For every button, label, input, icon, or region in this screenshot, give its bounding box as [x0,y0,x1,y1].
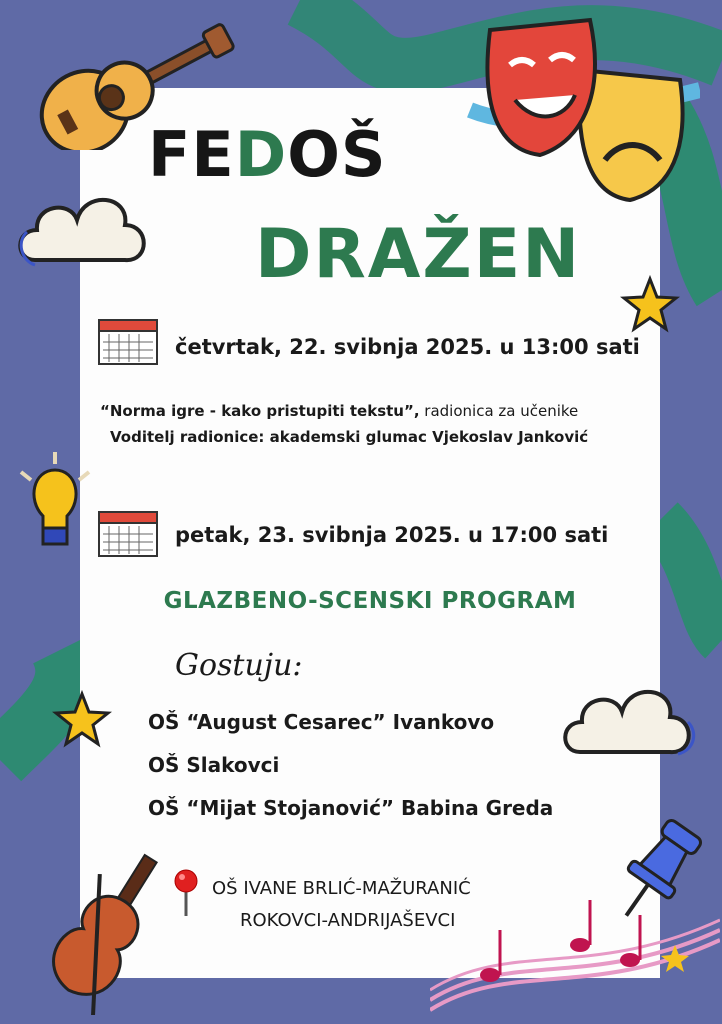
theater-masks-icon [460,10,700,220]
day2-date: petak, 23. svibnja 2025. u 17:00 sati [175,523,609,547]
calendar-icon [95,504,163,560]
guest-item: OŠ “Mijat Stojanović” Babina Greda [148,796,554,820]
guest-item: OŠ Slakovci [148,753,280,777]
star-icon [620,275,680,335]
workshop-leader: Voditelj radionice: akademski glumac Vjekoslav Janković [110,428,589,446]
guests-label: Gostuju: [175,648,303,683]
location-pin-icon [172,868,200,918]
music-notes-icon [430,890,720,1020]
workshop-title-line: “Norma igre - kako pristupiti tekstu”, radionica za učenike [100,402,579,420]
program-title: GLAZBENO-SCENSKI PROGRAM [163,588,577,614]
violin-icon [28,845,178,1015]
location-line2: ROKOVCI-ANDRIJAŠEVCI [240,910,456,931]
cloud-icon [560,672,700,772]
star-icon [52,690,112,750]
lightbulb-icon [15,450,95,560]
location-line1: OŠ IVANE BRLIĆ-MAŽURANIĆ [212,878,471,899]
cloud-icon [15,180,155,280]
calendar-icon [95,312,163,368]
day1-date: četvrtak, 22. svibnja 2025. u 13:00 sati [175,335,640,359]
event-honoree: DRAŽEN [255,215,582,294]
guest-item: OŠ “August Cesarec” Ivankovo [148,710,495,734]
event-title: FEDOŠ [148,118,387,191]
